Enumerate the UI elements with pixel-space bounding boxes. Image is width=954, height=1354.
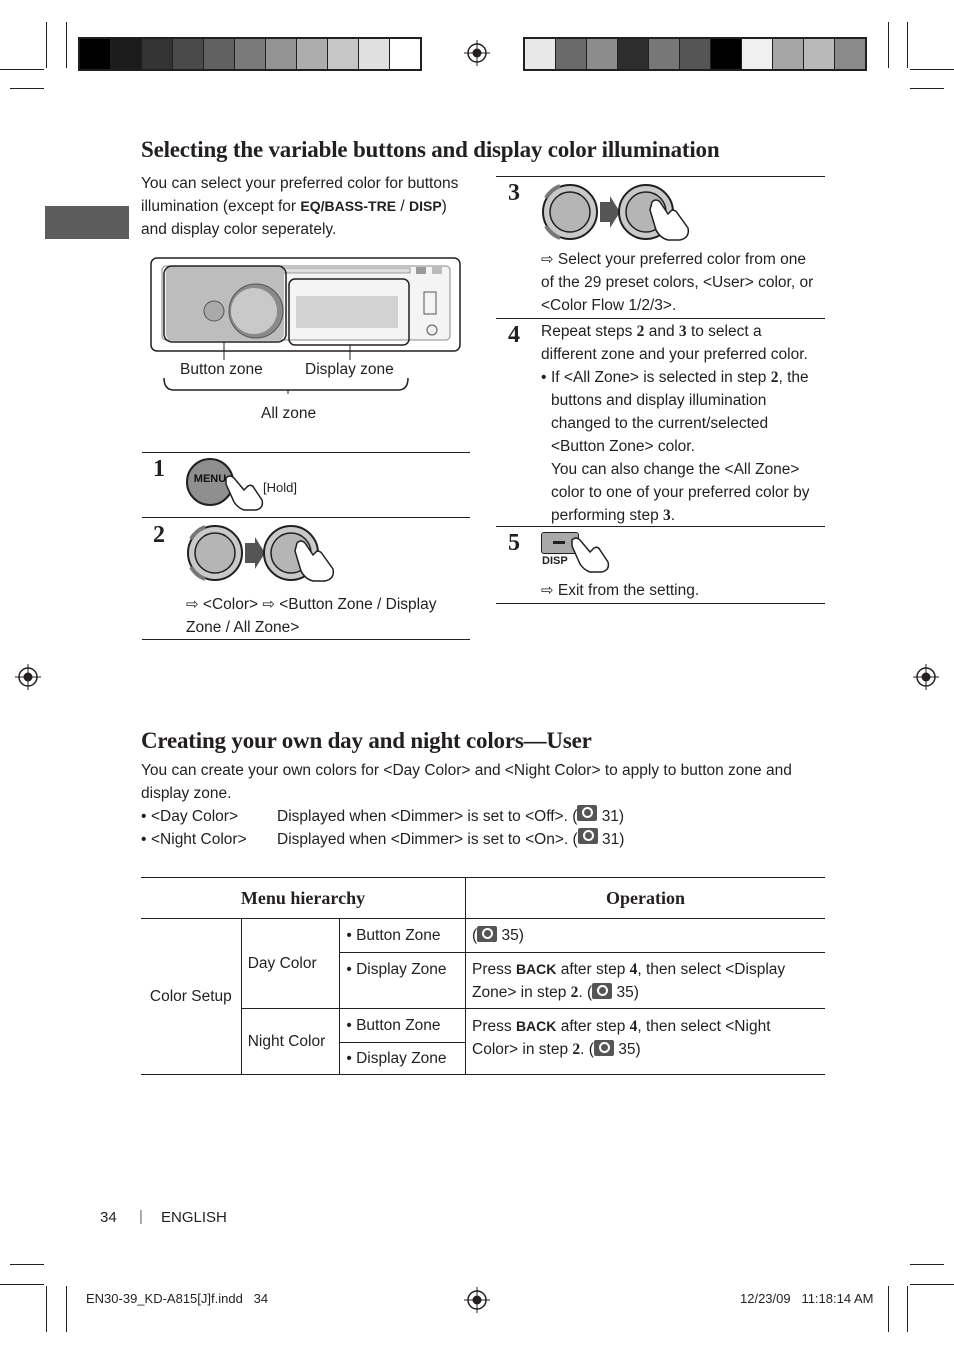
bullet: • xyxy=(141,808,147,825)
section2-intro: You can create your own colors for <Day Color> and <Night Color> to apply to button zone and display zone. xyxy=(141,762,792,802)
crop-mark xyxy=(10,88,44,89)
divider xyxy=(496,176,825,177)
step-number: 5 xyxy=(508,530,520,556)
op-text: , then select <Display Zone> in step xyxy=(472,960,786,1001)
crop-mark xyxy=(910,69,954,70)
step-ref: 2 xyxy=(636,323,645,340)
divider xyxy=(496,318,825,319)
bullet-desc: Displayed when <Dimmer> is set to <Off>. ( xyxy=(277,808,578,825)
step-number: 2 xyxy=(153,522,165,548)
step-number: 3 xyxy=(508,180,520,206)
menu-hierarchy-table xyxy=(141,877,825,1075)
color-swatch xyxy=(235,39,266,69)
color-swatch xyxy=(173,39,204,69)
step5-desc: Exit from the setting. xyxy=(557,582,700,599)
op-text: Press xyxy=(472,960,516,978)
color-swatch xyxy=(80,39,111,69)
key-label: BACK xyxy=(515,1018,557,1034)
color-swatch xyxy=(835,39,865,69)
hold-label: [Hold] xyxy=(263,480,297,495)
step-ref: 4 xyxy=(629,960,638,978)
registration-mark-icon xyxy=(15,664,41,690)
step4-extra: . xyxy=(670,507,676,524)
bullet-label: <Night Color> xyxy=(151,831,247,848)
crop-mark xyxy=(46,22,47,68)
magnifier-icon xyxy=(578,828,598,844)
op-text: ( xyxy=(472,927,478,944)
list-item xyxy=(141,828,821,851)
op-text: , then select <Night Color> in step xyxy=(472,1018,771,1058)
disp-button-label: DISP xyxy=(542,555,568,567)
crop-mark xyxy=(46,1286,47,1332)
color-swatch xyxy=(525,39,556,69)
color-swatch xyxy=(587,39,618,69)
color-swatch xyxy=(328,39,359,69)
crop-mark xyxy=(907,1286,908,1332)
crop-mark xyxy=(910,88,944,89)
divider xyxy=(142,517,470,518)
footer-separator: | xyxy=(139,1208,143,1225)
crop-mark xyxy=(910,1284,954,1285)
registration-mark-icon xyxy=(464,1287,490,1313)
rotate-then-press-icon xyxy=(540,182,692,244)
table-header: Operation xyxy=(466,878,826,919)
intro-text: You can select your preferred color for buttons illumination (except for xyxy=(141,175,459,215)
color-bar-right xyxy=(523,37,867,71)
color-swatch xyxy=(359,39,390,69)
color-swatch xyxy=(680,39,711,69)
step-number: 1 xyxy=(153,456,165,482)
bullet: • xyxy=(541,369,547,386)
step-ref: 2 xyxy=(570,983,579,1001)
step-ref: 2 xyxy=(572,1041,581,1058)
footer-date: 12/23/09 11:18:14 AM xyxy=(740,1291,874,1306)
crop-mark xyxy=(0,1284,44,1285)
color-swatch xyxy=(556,39,587,69)
divider xyxy=(142,452,470,453)
step-ref: 3 xyxy=(663,507,671,524)
step4-bullet: , the buttons and display illumination changed to the current/selected <Button Zone> color. xyxy=(551,369,809,455)
page-ref: 31) xyxy=(601,808,625,825)
arrow-icon: ⇨ xyxy=(262,596,275,613)
section-intro xyxy=(141,172,471,241)
menu-cell: • Button Zone xyxy=(340,1009,466,1043)
step4-line: to select a different zone and your preferred color. xyxy=(541,323,808,363)
step3-desc: Select your preferred color from one of the 29 preset colors, <User> color, or <Color Flow 1/2/3>. xyxy=(541,251,814,314)
step3-text xyxy=(541,248,821,317)
page-number: 34 xyxy=(100,1209,117,1226)
menu-cell: Night Color xyxy=(241,1009,340,1075)
step-number: 4 xyxy=(508,322,520,348)
page-ref: 35) xyxy=(618,1041,641,1058)
divider xyxy=(142,639,470,640)
crop-mark xyxy=(907,22,908,68)
intro-text: / xyxy=(396,198,409,215)
display-zone-label: Display zone xyxy=(305,361,394,378)
operation-cell xyxy=(466,1009,826,1075)
op-text: . ( xyxy=(578,983,593,1001)
op-text: after step xyxy=(556,1018,630,1035)
color-swatch xyxy=(204,39,235,69)
magnifier-icon xyxy=(577,805,597,821)
bullet: • xyxy=(141,831,147,848)
crop-mark xyxy=(0,69,44,70)
page-ref: 35) xyxy=(616,983,639,1001)
color-swatch xyxy=(266,39,297,69)
divider xyxy=(496,526,825,527)
step5-text xyxy=(541,579,821,602)
crop-mark xyxy=(10,1264,44,1265)
arrow-icon: ⇨ xyxy=(541,582,554,599)
intro-text: ) and display color seperately. xyxy=(141,198,447,238)
color-swatch xyxy=(297,39,328,69)
step4-text xyxy=(541,320,821,527)
magnifier-icon xyxy=(477,926,497,942)
key-label: EQ/BASS-TRE xyxy=(300,198,397,214)
menu-cell: Color Setup xyxy=(141,919,241,1075)
op-text: . ( xyxy=(580,1041,594,1058)
section-title: Selecting the variable buttons and display color illumination xyxy=(141,137,720,162)
bullet-label: <Day Color> xyxy=(151,808,239,825)
footer-language: ENGLISH xyxy=(161,1209,227,1226)
magnifier-icon xyxy=(592,983,612,999)
crop-mark xyxy=(910,1264,944,1265)
registration-mark-icon xyxy=(913,664,939,690)
color-swatch xyxy=(711,39,742,69)
step4-extra: You can also change the <All Zone> color to one of your preferred color by performing step xyxy=(551,461,810,524)
footer-filename: EN30-39_KD-A815[J]f.indd 34 xyxy=(86,1291,269,1306)
step2-option: <Button Zone / Display Zone / All Zone> xyxy=(186,596,437,636)
op-text: after step xyxy=(556,960,630,978)
button-zone-label: Button zone xyxy=(180,361,263,378)
color-swatch xyxy=(773,39,804,69)
side-tab xyxy=(45,206,129,239)
menu-cell: Day Color xyxy=(241,919,340,1009)
crop-mark xyxy=(888,22,889,68)
divider xyxy=(496,603,825,604)
table-header: Menu hierarchy xyxy=(141,878,466,919)
color-swatch xyxy=(390,39,420,69)
color-swatch xyxy=(649,39,680,69)
step4-bullet: If <All Zone> is selected in step xyxy=(551,369,771,386)
all-zone-label: All zone xyxy=(261,405,317,422)
crop-mark xyxy=(888,1286,889,1332)
arrow-icon: ⇨ xyxy=(186,596,199,613)
step-ref: 2 xyxy=(770,369,779,386)
op-text: Press xyxy=(472,1018,516,1035)
operation-cell xyxy=(466,953,826,1009)
rotate-then-press-icon xyxy=(185,523,337,585)
menu-cell: • Display Zone xyxy=(340,1043,466,1075)
bullet-desc: Displayed when <Dimmer> is set to <On>. ( xyxy=(277,831,578,848)
key-label: BACK xyxy=(515,960,557,977)
magnifier-icon xyxy=(594,1040,614,1056)
color-swatch xyxy=(142,39,173,69)
color-swatch xyxy=(111,39,142,69)
step-ref: 4 xyxy=(629,1018,638,1035)
menu-cell: • Display Zone xyxy=(340,953,466,1009)
crop-mark xyxy=(66,22,67,68)
operation-cell xyxy=(466,919,826,953)
menu-cell: • Button Zone xyxy=(340,919,466,953)
section-title: Creating your own day and night colors—User xyxy=(141,728,592,753)
step2-option: <Color> xyxy=(202,596,259,613)
color-swatch xyxy=(618,39,649,69)
menu-button-label: MENU xyxy=(193,473,227,485)
color-swatch xyxy=(804,39,835,69)
color-swatch xyxy=(742,39,773,69)
page-ref: 31) xyxy=(601,831,625,848)
hand-press-icon xyxy=(222,472,266,512)
registration-mark-icon xyxy=(464,40,490,66)
step2-text xyxy=(186,593,466,639)
key-label: DISP xyxy=(408,198,442,214)
page-ref: 35) xyxy=(501,927,524,944)
bullet-list xyxy=(141,805,821,851)
hand-press-icon xyxy=(568,534,610,574)
step4-line: Repeat steps xyxy=(541,323,637,340)
crop-mark xyxy=(66,1286,67,1332)
arrow-icon: ⇨ xyxy=(541,251,554,268)
color-bar-left xyxy=(78,37,422,71)
step4-line: and xyxy=(644,323,679,340)
step-ref: 3 xyxy=(678,323,687,340)
list-item xyxy=(141,805,821,828)
